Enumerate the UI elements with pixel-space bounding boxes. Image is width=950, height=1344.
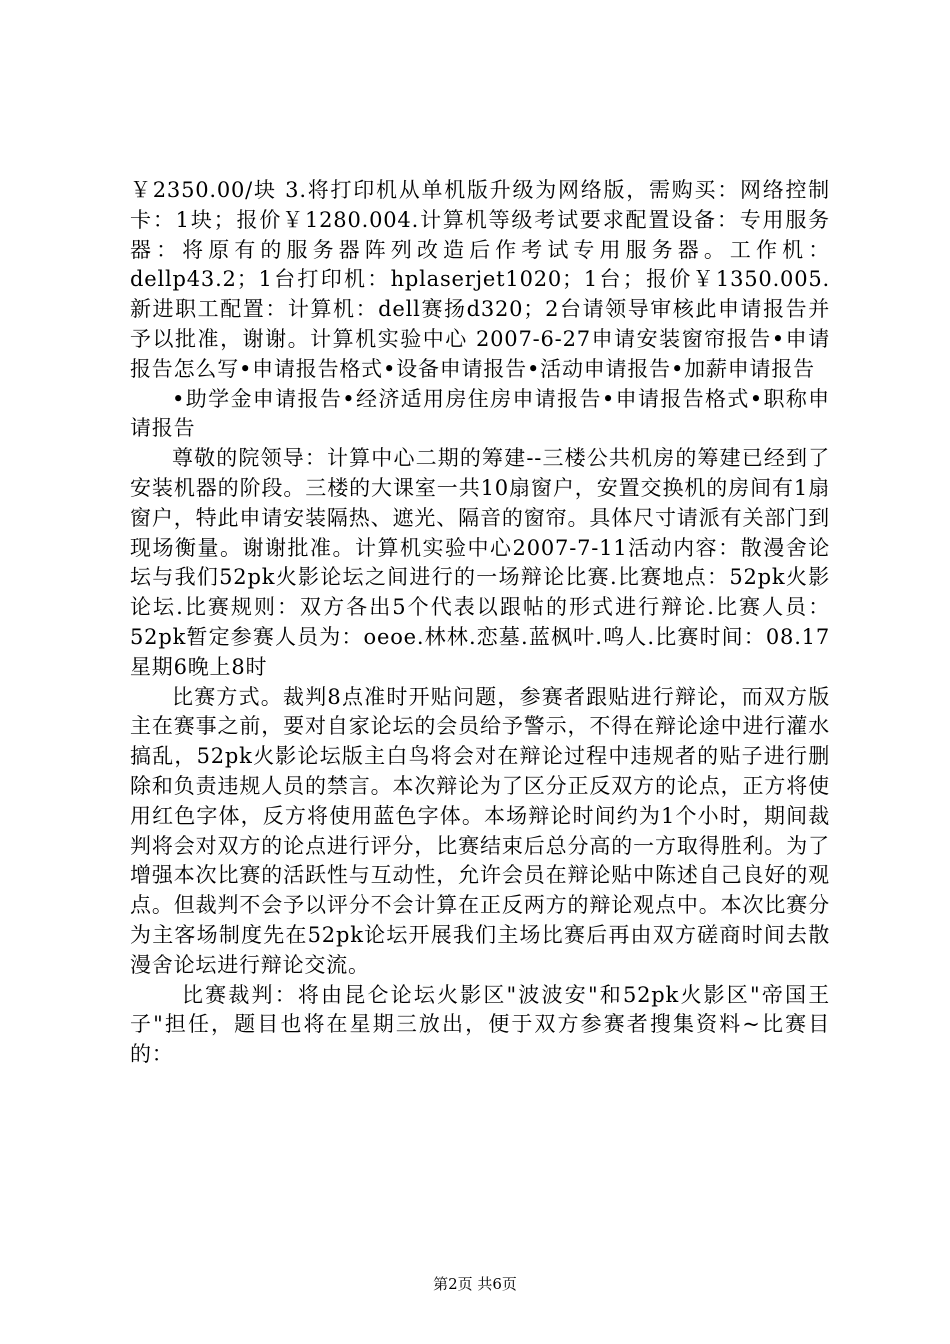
paragraph-related-links: •助学金申请报告•经济适用房住房申请报告•申请报告格式•职称申请报告 xyxy=(130,386,830,441)
paragraph-curtain-request: 尊敬的院领导：计算中心二期的筹建--三楼公共机房的筹建已经到了安装机器的阶段。三楼的大课室一共10扇窗户，安置交换机的房间有1扇窗户，特此申请安装隔热、遮光、隔音的窗帘。具体尺寸请派有关部门到现场衡量。谢谢批准。计算机实验中心2007-7-11活动内容：散漫舍论坛与我们52pk火影论坛之间进行的一场辩论比赛.比赛地点：52pk火影论坛.比赛规则：双方各出5个代表以跟帖的形式进行辩论.比赛人员：52pk暂定参赛人员为：oeoe.林林.恋墓.蓝枫叶.鸣人.比赛时间：08.17星期6晚上8时 xyxy=(130,446,830,679)
paragraph-debate-format: 比赛方式。裁判8点准时开贴问题，参赛者跟贴进行辩论，而双方版主在赛事之前，要对自家论坛的会员给予警示，不得在辩论途中进行灌水搞乱，52pk火影论坛版主白鸟将会对在辩论过程中违规者的贴子进行删除和负责违规人员的禁言。本次辩论为了区分正反双方的论点，正方将使用红色字体，反方将使用蓝色字体。本场辩论时间约为1个小时，期间裁判将会对双方的论点进行评分，比赛结束后总分高的一方取得胜利。为了增强本次比赛的活跃性与互动性，允许会员在辩论贴中陈述自己良好的观点。但裁判不会予以评分不会计算在正反两方的辩论观点中。本次比赛分为主客场制度先在52pk论坛开展我们主场比赛后再由双方磋商时间去散漫舍论坛进行辩论交流。 xyxy=(130,684,830,977)
paragraph-equipment-request: ￥2350.00/块 3.将打印机从单机版升级为网络版，需购买：网络控制卡：1块；报价￥1280.004.计算机等级考试要求配置设备：专用服务器：将原有的服务器阵列改造后作考试专用服务器。工作机：dellp43.2；1台打印机：hplaserjet1020；1台；报价￥1350.005.新进职工配置：计算机：dell赛扬d320；2台请领导审核此申请报告并予以批准，谢谢。计算机实验中心 2007-6-27申请安装窗帘报告•申请报告怎么写•申请报告格式•设备申请报告•活动申请报告•加薪申请报告 xyxy=(130,178,830,381)
page-number: 第2页 共6页 xyxy=(433,1275,517,1293)
paragraph-debate-judges: 比赛裁判：将由昆仑论坛火影区"波波安"和52pk火影区"帝国王子"担任，题目也将在星期三放出，便于双方参赛者搜集资料~比赛目的： xyxy=(130,982,830,1067)
document-body xyxy=(130,176,830,1070)
